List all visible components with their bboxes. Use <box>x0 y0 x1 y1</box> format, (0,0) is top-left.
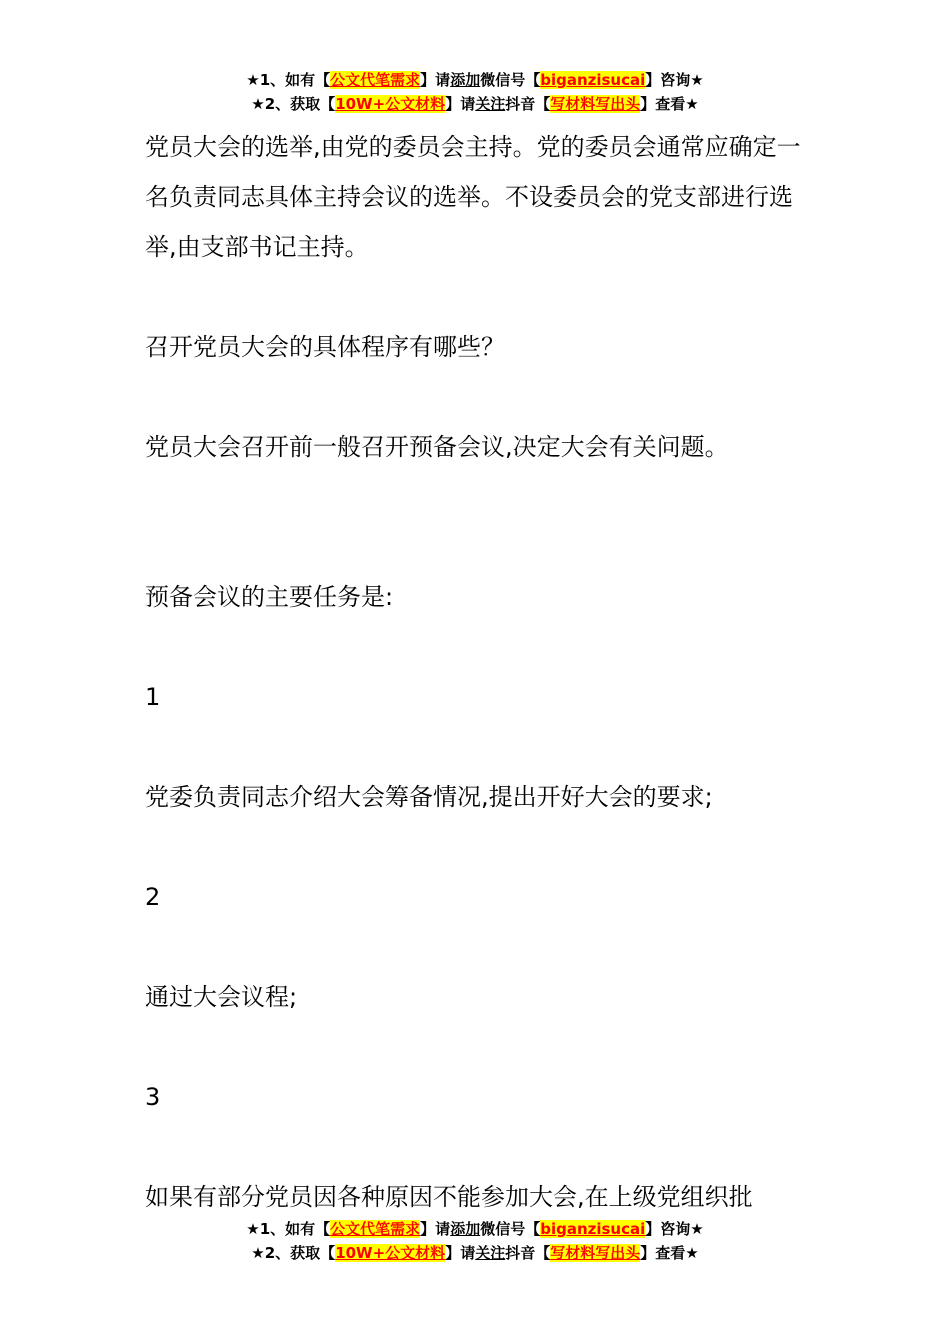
tasks-intro: 预备会议的主要任务是: <box>145 583 394 611</box>
banner-text: 微信号【 <box>480 1220 541 1238</box>
list-number-3: 3 <box>145 1083 161 1111</box>
list-number-1: 1 <box>145 683 161 711</box>
highlight-douyin: 写材料写出头 <box>550 1244 641 1262</box>
banner-text: ★2、获取【 <box>251 1244 336 1262</box>
banner-line-1 <box>0 1217 950 1241</box>
list-number-2: 2 <box>145 883 161 911</box>
banner-text: 抖音【 <box>505 1244 551 1262</box>
banner-underlined: 添加 <box>450 1220 481 1238</box>
list-item-2: 通过大会议程; <box>145 983 298 1011</box>
banner-text: 】请 <box>445 95 476 113</box>
banner-text: ★1、如有【 <box>246 71 331 89</box>
question-heading: 召开党员大会的具体程序有哪些？ <box>145 333 505 361</box>
banner-text: 】请 <box>420 71 451 89</box>
paragraph-preparatory: 党员大会召开前一般召开预备会议,决定大会有关问题。 <box>145 433 729 461</box>
banner-text: 】请 <box>445 1244 476 1262</box>
banner-text: 】咨询★ <box>645 71 704 89</box>
banner-underlined: 添加 <box>450 71 481 89</box>
list-item-1: 党委负责同志介绍大会筹备情况,提出开好大会的要求; <box>145 783 713 811</box>
highlight-wechat-id: biganzisucai <box>540 71 646 89</box>
highlight-service: 公文代笔需求 <box>330 71 421 89</box>
banner-text: 】咨询★ <box>645 1220 704 1238</box>
banner-text: 】查看★ <box>640 95 699 113</box>
highlight-douyin: 写材料写出头 <box>550 95 641 113</box>
banner-text: 】查看★ <box>640 1244 699 1262</box>
banner-line-2 <box>0 92 950 116</box>
banner-text: 抖音【 <box>505 95 551 113</box>
highlight-wechat-id: biganzisucai <box>540 1220 646 1238</box>
list-item-3: 如果有部分党员因各种原因不能参加大会,在上级党组织批 <box>145 1183 753 1211</box>
banner-text: 微信号【 <box>480 71 541 89</box>
highlight-materials: 10W+公文材料 <box>335 95 446 113</box>
banner-text: ★1、如有【 <box>246 1220 331 1238</box>
banner-text: ★2、获取【 <box>251 95 336 113</box>
banner-line-1 <box>0 68 950 92</box>
banner-text: 】请 <box>420 1220 451 1238</box>
footer-banner <box>0 1217 950 1265</box>
header-banner <box>0 68 950 116</box>
banner-line-2 <box>0 1241 950 1265</box>
highlight-service: 公文代笔需求 <box>330 1220 421 1238</box>
paragraph-election: 党员大会的选举,由党的委员会主持。党的委员会通常应确定一名负责同志具体主持会议的选举。不设委员会的党支部进行选举,由支部书记主持。 <box>145 133 801 261</box>
banner-underlined: 关注 <box>475 1244 506 1262</box>
banner-underlined: 关注 <box>475 95 506 113</box>
document-body <box>145 122 815 1222</box>
highlight-materials: 10W+公文材料 <box>335 1244 446 1262</box>
